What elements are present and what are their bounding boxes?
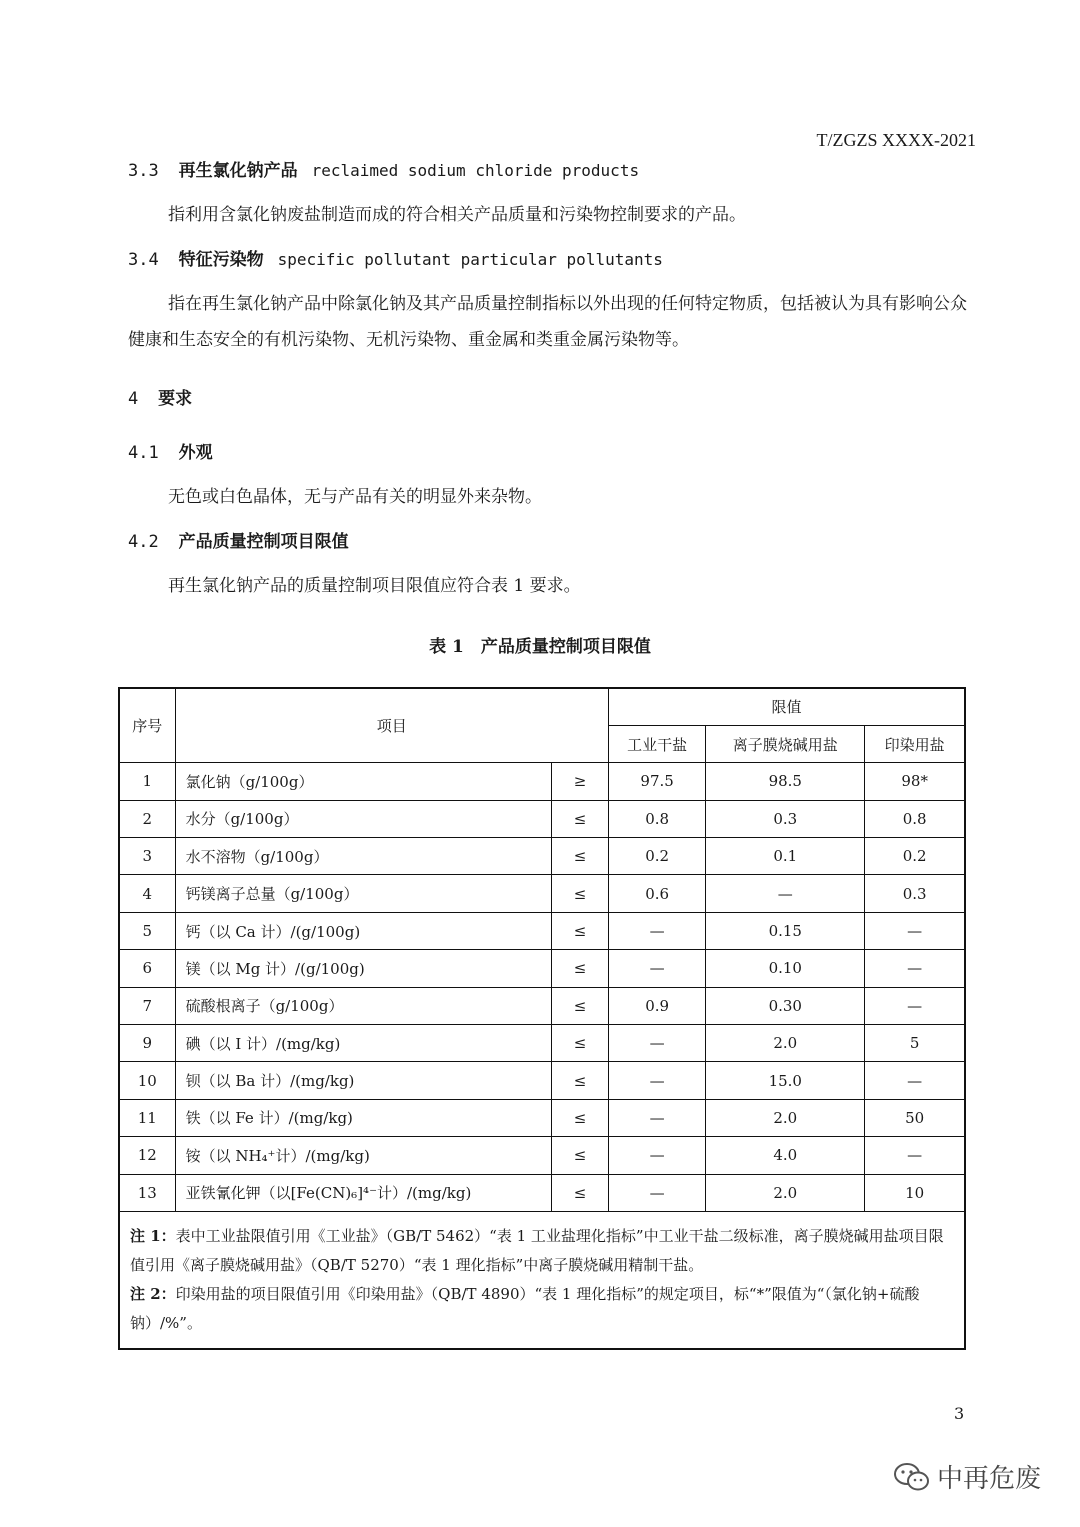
row-industrial-dry-salt: 0.6 <box>609 875 706 912</box>
section-title: 再生氯化钠产品 <box>178 161 298 181</box>
row-membrane-caustic-salt: 0.1 <box>706 838 865 875</box>
row-dyeing-salt: 0.2 <box>865 838 965 875</box>
section-number: 4 <box>128 389 139 409</box>
table-title: 表 1 产品质量控制项目限值 <box>429 637 651 657</box>
row-seq: 12 <box>119 1137 175 1174</box>
row-seq: 9 <box>119 1025 175 1062</box>
row-dyeing-salt: 50 <box>865 1099 965 1136</box>
header-dyeing-salt: 印染用盐 <box>865 725 965 762</box>
table-row <box>119 1137 965 1174</box>
section-3-4-body: 指在再生氯化钠产品中除氯化钠及其产品质量控制指标以外出现的任何特定物质，包括被认为具有影响公众健康和生态安全的有机污染物、无机污染物、重金属和类重金属污染物等。 <box>128 294 967 350</box>
section-title: 特征污染物 <box>178 250 264 270</box>
header-industrial-dry-salt: 工业干盐 <box>609 725 706 762</box>
note-2-text: 印染用盐的项目限值引用《印染用盐》（QB/T 4890）“表 1 理化指标”的规定项目，标“*”限值为“（氯化钠+硫酸钠）/%”。 <box>130 1284 920 1332</box>
row-dyeing-salt: 98* <box>865 763 965 800</box>
row-membrane-caustic-salt: 0.15 <box>706 912 865 949</box>
row-membrane-caustic-salt: 0.10 <box>706 950 865 987</box>
row-seq: 5 <box>119 912 175 949</box>
row-seq: 7 <box>119 987 175 1024</box>
row-seq: 13 <box>119 1174 175 1211</box>
row-dyeing-salt: 10 <box>865 1174 965 1211</box>
header-membrane-caustic-salt: 离子膜烧碱用盐 <box>706 725 865 762</box>
row-industrial-dry-salt: 0.9 <box>609 987 706 1024</box>
section-4-1-heading <box>128 438 213 463</box>
section-title-en: specific pollutant particular pollutants <box>277 250 663 269</box>
section-4-1-body: 无色或白色晶体，无与产品有关的明显外来杂物。 <box>168 487 542 507</box>
header-item: 项目 <box>175 688 609 763</box>
section-4-heading <box>128 384 192 409</box>
note-2-label: 注 2： <box>130 1284 176 1303</box>
row-operator: ≤ <box>552 800 609 837</box>
row-dyeing-salt: — <box>865 950 965 987</box>
section-3-3-heading <box>128 156 639 181</box>
document-id: T/ZGZS XXXX-2021 <box>816 130 976 150</box>
section-title-en: reclaimed sodium chloride products <box>311 161 640 180</box>
row-operator: ≤ <box>552 912 609 949</box>
row-item: 亚铁氰化钾（以[Fe(CN)₆]⁴⁻计）/(mg/kg) <box>175 1174 551 1211</box>
row-industrial-dry-salt: — <box>609 912 706 949</box>
row-item: 铵（以 NH₄⁺计）/(mg/kg) <box>175 1137 551 1174</box>
quality-limit-table <box>118 687 966 1350</box>
row-seq: 3 <box>119 838 175 875</box>
section-title: 产品质量控制项目限值 <box>178 532 349 552</box>
row-industrial-dry-salt: — <box>609 1099 706 1136</box>
row-seq: 4 <box>119 875 175 912</box>
table-row <box>119 1025 965 1062</box>
row-item: 铁（以 Fe 计）/(mg/kg) <box>175 1099 551 1136</box>
row-industrial-dry-salt: — <box>609 1174 706 1211</box>
row-membrane-caustic-salt: 0.30 <box>706 987 865 1024</box>
section-3-3-body: 指利用含氯化钠废盐制造而成的符合相关产品质量和污染物控制要求的产品。 <box>168 205 746 225</box>
row-industrial-dry-salt: — <box>609 1025 706 1062</box>
row-seq: 11 <box>119 1099 175 1136</box>
table-row <box>119 1174 965 1211</box>
table-row <box>119 987 965 1024</box>
row-operator: ≤ <box>552 838 609 875</box>
row-membrane-caustic-salt: 2.0 <box>706 1174 865 1211</box>
table-row <box>119 763 965 800</box>
row-industrial-dry-salt: 97.5 <box>609 763 706 800</box>
table-row <box>119 875 965 912</box>
page-number: 3 <box>954 1404 965 1423</box>
row-operator: ≤ <box>552 1025 609 1062</box>
row-dyeing-salt: 5 <box>865 1025 965 1062</box>
table-row <box>119 838 965 875</box>
row-seq: 6 <box>119 950 175 987</box>
row-item: 钙（以 Ca 计）/(g/100g) <box>175 912 551 949</box>
note-1-text: 表中工业盐限值引用《工业盐》（GB/T 5462）“表 1 工业盐理化指标”中工业干盐二级标准，离子膜烧碱用盐项目限值引用《离子膜烧碱用盐》（QB/T 5270）“表 1 理化指标”中离子膜烧碱用精制干盐。 <box>130 1226 944 1274</box>
row-membrane-caustic-salt: 0.3 <box>706 800 865 837</box>
table-row <box>119 912 965 949</box>
row-membrane-caustic-salt: 15.0 <box>706 1062 865 1099</box>
row-seq: 2 <box>119 800 175 837</box>
row-dyeing-salt: — <box>865 987 965 1024</box>
row-dyeing-salt: — <box>865 1137 965 1174</box>
row-dyeing-salt: — <box>865 912 965 949</box>
row-dyeing-salt: — <box>865 1062 965 1099</box>
row-item: 碘（以 I 计）/(mg/kg) <box>175 1025 551 1062</box>
table-row <box>119 1062 965 1099</box>
row-operator: ≥ <box>552 763 609 800</box>
section-title: 外观 <box>178 443 213 463</box>
row-item: 钡（以 Ba 计）/(mg/kg) <box>175 1062 551 1099</box>
section-4-2-body: 再生氯化钠产品的质量控制项目限值应符合表 1 要求。 <box>168 576 581 596</box>
row-dyeing-salt: 0.8 <box>865 800 965 837</box>
row-item: 水分（g/100g） <box>175 800 551 837</box>
row-membrane-caustic-salt: 98.5 <box>706 763 865 800</box>
table-notes <box>119 1211 965 1349</box>
watermark-text: 中再危废 <box>937 1464 1042 1494</box>
section-number: 3.3 <box>128 161 159 181</box>
section-3-4-heading <box>128 245 663 270</box>
note-1-label: 注 1： <box>130 1226 176 1245</box>
row-operator: ≤ <box>552 1099 609 1136</box>
row-industrial-dry-salt: 0.2 <box>609 838 706 875</box>
row-membrane-caustic-salt: — <box>706 875 865 912</box>
header-limit: 限值 <box>609 688 965 725</box>
row-industrial-dry-salt: — <box>609 1062 706 1099</box>
row-membrane-caustic-salt: 4.0 <box>706 1137 865 1174</box>
row-operator: ≤ <box>552 987 609 1024</box>
table-row <box>119 1099 965 1136</box>
section-number: 3.4 <box>128 250 159 270</box>
row-dyeing-salt: 0.3 <box>865 875 965 912</box>
row-industrial-dry-salt: 0.8 <box>609 800 706 837</box>
row-operator: ≤ <box>552 950 609 987</box>
row-industrial-dry-salt: — <box>609 950 706 987</box>
row-membrane-caustic-salt: 2.0 <box>706 1025 865 1062</box>
row-operator: ≤ <box>552 875 609 912</box>
wechat-icon <box>893 1461 931 1493</box>
table-row <box>119 800 965 837</box>
row-seq: 10 <box>119 1062 175 1099</box>
row-membrane-caustic-salt: 2.0 <box>706 1099 865 1136</box>
row-seq: 1 <box>119 763 175 800</box>
note-2 <box>130 1280 954 1338</box>
header-seq: 序号 <box>119 688 175 763</box>
row-operator: ≤ <box>552 1137 609 1174</box>
row-item: 水不溶物（g/100g） <box>175 838 551 875</box>
row-industrial-dry-salt: — <box>609 1137 706 1174</box>
row-item: 氯化钠（g/100g） <box>175 763 551 800</box>
section-number: 4.2 <box>128 532 159 552</box>
note-1 <box>130 1222 954 1280</box>
section-title: 要求 <box>158 389 193 409</box>
row-item: 硫酸根离子（g/100g） <box>175 987 551 1024</box>
row-item: 镁（以 Mg 计）/(g/100g) <box>175 950 551 987</box>
row-item: 钙镁离子总量（g/100g） <box>175 875 551 912</box>
section-number: 4.1 <box>128 443 159 463</box>
table-row <box>119 950 965 987</box>
watermark <box>893 1458 1041 1495</box>
row-operator: ≤ <box>552 1174 609 1211</box>
section-4-2-heading <box>128 527 349 552</box>
row-operator: ≤ <box>552 1062 609 1099</box>
